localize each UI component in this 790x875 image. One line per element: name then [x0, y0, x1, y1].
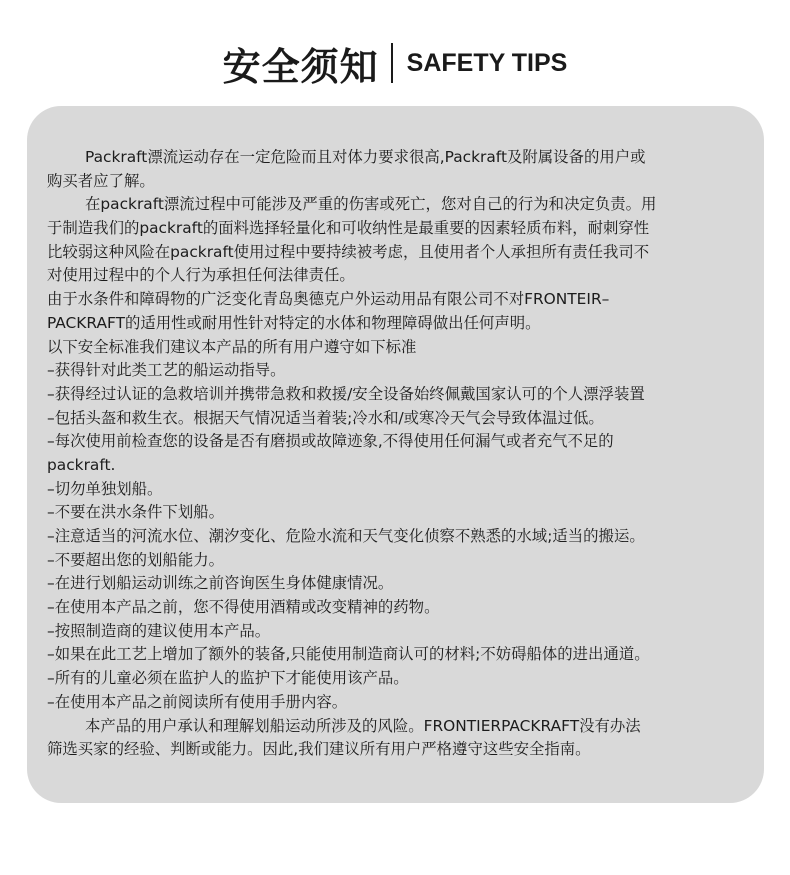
title-divider: [391, 43, 393, 83]
page-header: [0, 38, 790, 88]
text-line: –所有的儿童必须在监护人的监护下才能使用该产品。: [47, 669, 409, 688]
text-line: –如果在此工艺上增加了额外的装备,只能使用制造商认可的材料;不妨碍船体的进出通道。: [47, 645, 650, 664]
text-line: 由于水条件和障碍物的广泛变化青岛奥德克户外运动用品有限公司不对FRONTEIR–: [47, 290, 610, 309]
text-line: –不要超出您的划船能力。: [47, 550, 224, 569]
safety-tips-text: [47, 146, 752, 762]
text-line: 于制造我们的packraft的面料选择轻量化和可收纳性是最重要的因素轻质布料，耐刺穿性: [47, 219, 650, 238]
title-chinese: 安全须知: [222, 44, 379, 89]
text-line: –获得经过认证的急救培训并携带急救和救援/安全设备始终佩戴国家认可的个人漂浮装置: [47, 384, 645, 403]
text-line: –切勿单独划船。: [47, 479, 163, 498]
text-line: –注意适当的河流水位、潮汐变化、危险水流和天气变化侦察不熟悉的水域;适当的搬运。: [47, 527, 645, 545]
text-line: –在使用本产品之前，您不得使用酒精或改变精神的药物。: [47, 598, 440, 617]
text-line: Packraft漂流运动存在一定危险而且对体力要求很高,Packraft及附属设备的用户或: [85, 148, 646, 166]
text-line: –在进行划船运动训练之前咨询医生身体健康情况。: [47, 574, 394, 593]
text-line: packraft.: [47, 455, 116, 474]
text-line: –每次使用前检查您的设备是否有磨损或故障迹象,不得使用任何漏气或者充气不足的: [47, 432, 614, 451]
text-line: –不要在洪水条件下划船。: [47, 503, 224, 522]
text-line: 在packraft漂流过程中可能涉及严重的伤害或死亡，您对自己的行为和决定负责。用: [85, 195, 657, 214]
text-line: 本产品的用户承认和理解划船运动所涉及的风险。FRONTIERPACKRAFT没有办法: [85, 716, 641, 735]
text-line: 比较弱这种风险在packraft使用过程中要持续被考虑，且使用者个人承担所有责任我司不: [47, 242, 650, 261]
text-line: 购买者应了解。: [47, 171, 155, 190]
text-line: –包括头盔和救生衣。根据天气情况适当着装;冷水和/或寒冷天气会导致体温过低。: [47, 408, 604, 427]
text-line: 筛选买家的经验、判断或能力。因此,我们建议所有用户严格遵守这些安全指南。: [47, 740, 591, 759]
text-line: –在使用本产品之前阅读所有使用手册内容。: [47, 692, 348, 711]
text-line: –获得针对此类工艺的船运动指导。: [47, 361, 286, 380]
title-english: SAFETY TIPS: [406, 48, 568, 77]
text-line: PACKRAFT的适用性或耐用性针对特定的水体和物理障碍做出任何声明。: [47, 313, 541, 332]
text-line: –按照制造商的建议使用本产品。: [47, 621, 271, 640]
text-line: 以下安全标准我们建议本产品的所有用户遵守如下标准: [47, 337, 417, 356]
text-line: 对使用过程中的个人行为承担任何法律责任。: [47, 266, 355, 285]
